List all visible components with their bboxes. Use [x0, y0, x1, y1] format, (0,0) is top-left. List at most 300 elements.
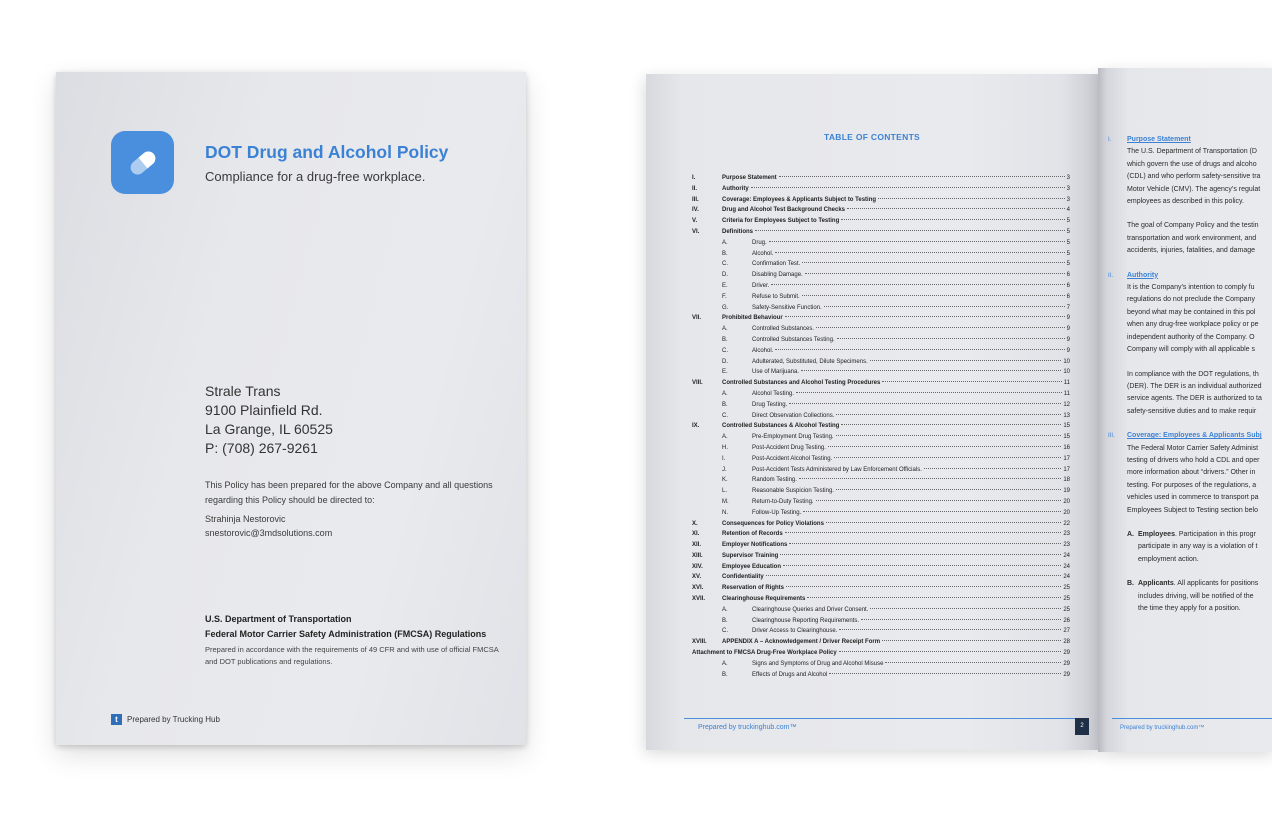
toc-page-number: 3: [1066, 175, 1070, 181]
text-line: which govern the use of drugs and alcoho: [1127, 160, 1257, 168]
applicants-continuation: [1108, 591, 1272, 616]
toc-page-number: 10: [1063, 369, 1070, 376]
toc-page-number: 15: [1063, 423, 1070, 430]
toc-page-number: 12: [1063, 401, 1070, 408]
toc-number: IV.: [692, 207, 699, 214]
toc-row: [692, 346, 1070, 357]
text-line: regulations do not preclude the Company: [1127, 296, 1256, 304]
text-line: the time they apply for a position.: [1138, 605, 1241, 612]
toc-row: [692, 637, 1070, 648]
toc-page-number: 5: [1066, 239, 1070, 246]
address-line-1: 9100 Plainfield Rd.: [205, 402, 323, 418]
toc-leader: [841, 424, 1061, 425]
toc-leader: [766, 575, 1062, 576]
toc-number: I.: [692, 175, 696, 181]
toc-entry-text: Consequences for Policy Violations: [722, 520, 824, 527]
toc-row: [692, 475, 1070, 486]
toc-entry-text: Alcohol.: [752, 347, 774, 354]
toc-list: [692, 173, 1070, 680]
toc-row: [692, 508, 1070, 519]
toc-leader: [801, 370, 1061, 371]
toc-letter: A.: [722, 239, 728, 246]
toc-row: [692, 562, 1070, 573]
toc-entry-text: APPENDIX A – Acknowledgement / Driver Receipt Form: [722, 639, 881, 646]
toc-entry-text: Drug.: [752, 239, 767, 246]
item-letter: B.: [1127, 580, 1134, 588]
toc-leader: [802, 295, 1065, 296]
toc-letter: H.: [722, 444, 728, 451]
toc-leader: [769, 241, 1065, 242]
toc-page-number: 25: [1063, 585, 1070, 592]
toc-entry-text: Post-Accident Drug Testing.: [752, 444, 826, 451]
toc-number: V.: [692, 218, 698, 225]
toc-page-number: 24: [1063, 552, 1070, 559]
toc-entry-text: Use of Marijuana.: [752, 369, 800, 376]
toc-page-number: 5: [1066, 228, 1070, 235]
toc-row: [692, 594, 1070, 605]
toc-letter: K.: [722, 477, 728, 484]
toc-leader: [829, 673, 1061, 674]
contact-name: Strahinja Nestorovic: [205, 514, 286, 524]
toc-entry-text: Controlled Substances.: [752, 326, 815, 333]
toc-page-number: 25: [1063, 606, 1070, 613]
toc-page-number: 23: [1063, 542, 1070, 549]
toc-entry-text: Disabling Damage.: [752, 272, 803, 279]
toc-page-number: 22: [1063, 520, 1070, 527]
toc-entry-text: Reservation of Rights: [722, 585, 785, 592]
toc-number: IX.: [692, 423, 700, 430]
toc-row: [692, 173, 1070, 184]
toc-leader: [775, 349, 1064, 350]
toc-row: [692, 195, 1070, 206]
toc-page-number: 19: [1063, 488, 1070, 495]
text-line: participate in any way is a violation of t: [1138, 543, 1258, 551]
list-item-employees: [1108, 529, 1272, 541]
toc-letter: F.: [722, 293, 727, 300]
toc-entry-text: Direct Observation Collections.: [752, 412, 835, 419]
toc-leader: [780, 554, 1061, 555]
toc-row: [692, 389, 1070, 400]
item-text: . All applicants for positions: [1173, 580, 1259, 588]
toc-number: XII.: [692, 542, 702, 549]
section-heading: Authority: [1127, 271, 1159, 279]
toc-leader: [755, 230, 1065, 231]
toc-page-number: 4: [1066, 207, 1070, 214]
toc-leader: [861, 619, 1061, 620]
toc-page-number: 15: [1063, 434, 1070, 441]
toc-row: [692, 497, 1070, 508]
toc-page-number: 27: [1063, 628, 1070, 635]
toc-leader: [783, 565, 1061, 566]
section-heading: Coverage: Employees & Applicants Subj: [1127, 432, 1262, 440]
toc-page-number: 13: [1063, 412, 1070, 419]
toc-number: VII.: [692, 315, 702, 322]
text-line: service agents. The DER is authorized to ta: [1127, 395, 1262, 403]
toc-leader: [836, 414, 1061, 415]
toc-letter: B.: [722, 336, 728, 343]
toc-entry-text: Driver Access to Clearinghouse.: [752, 628, 838, 635]
toc-leader: [882, 640, 1061, 641]
toc-row: [692, 486, 1070, 497]
section-number: II.: [1108, 272, 1114, 279]
toc-row: [692, 411, 1070, 422]
toc-letter: C.: [722, 347, 728, 354]
section-heading: Purpose Statement: [1127, 136, 1191, 143]
toc-leader: [786, 586, 1061, 587]
toc-entry-text: Retention of Records: [722, 531, 783, 538]
toc-page-number: 5: [1066, 250, 1070, 257]
text-line: includes driving, will be notified of the: [1138, 592, 1254, 600]
toc-number: XV.: [692, 574, 702, 581]
regulation-block: [205, 612, 515, 668]
text-line: It is the Company’s intention to comply fu: [1127, 284, 1255, 292]
toc-page-number: 10: [1063, 358, 1070, 365]
toc-row: [692, 670, 1070, 681]
toc-page-number: 6: [1066, 272, 1070, 279]
text-line: Motor Vehicle (CMV). The agency’s regulat: [1127, 185, 1261, 193]
toc-number: XI.: [692, 531, 700, 538]
cover-footer-text: Prepared by Trucking Hub: [127, 715, 220, 724]
toc-entry-text: Effects of Drugs and Alcohol: [752, 671, 828, 678]
toc-letter: I.: [722, 455, 726, 462]
toc-leader: [802, 262, 1064, 263]
toc-page-number: 6: [1066, 293, 1070, 300]
toc-entry-text: Post-Accident Alcohol Testing.: [752, 455, 833, 462]
toc-page-number: 9: [1066, 315, 1070, 322]
toc-page-number: 9: [1066, 347, 1070, 354]
text-line: employees as described in this policy.: [1127, 198, 1244, 206]
item-term: Employees: [1138, 530, 1175, 538]
toc-row: [692, 367, 1070, 378]
toc-leader: [816, 327, 1065, 328]
toc-footer-text: Prepared by truckinghub.com™: [698, 724, 797, 731]
toc-page-number: 9: [1066, 326, 1070, 333]
toc-letter: A.: [722, 606, 728, 613]
toc-letter: C.: [722, 261, 728, 268]
text-line: Employees Subject to Testing section belo: [1127, 506, 1259, 514]
toc-number: III.: [692, 196, 699, 203]
toc-page-number: 29: [1063, 671, 1070, 678]
toc-leader: [826, 522, 1061, 523]
toc-leader: [847, 208, 1065, 209]
toc-row: [692, 443, 1070, 454]
toc-entry-text: Employer Notifications: [722, 542, 788, 549]
toc-leader: [807, 597, 1061, 598]
toc-entry-text: Clearinghouse Requirements: [722, 596, 806, 603]
cover-booklet: [56, 72, 526, 745]
purpose-paragraph: [1108, 146, 1272, 208]
section-number: III.: [1108, 433, 1115, 440]
toc-page-number: 23: [1063, 531, 1070, 538]
toc-letter: A.: [722, 326, 728, 333]
cover-subtitle: Compliance for a drug-free workplace.: [205, 169, 426, 184]
toc-leader: [779, 176, 1065, 177]
toc-page-number: 11: [1063, 380, 1070, 387]
toc-entry-text: Safety-Sensitive Function.: [752, 304, 822, 311]
toc-row: [692, 551, 1070, 562]
department-heading: U.S. Department of Transportation: [205, 614, 352, 624]
purpose-goal-paragraph: [1108, 220, 1272, 257]
toc-row: [692, 249, 1070, 260]
toc-letter: G.: [722, 304, 729, 311]
text-line: more information about “drivers.” Other in: [1127, 469, 1256, 477]
toc-leader: [870, 608, 1061, 609]
pill-logo-icon: [111, 131, 174, 194]
toc-letter: D.: [722, 272, 728, 279]
toc-page-number: 9: [1066, 336, 1070, 343]
text-line: vehicles used in commerce to transport pa: [1127, 494, 1259, 502]
toc-entry-text: Drug Testing.: [752, 401, 788, 408]
toc-leader: [803, 511, 1061, 512]
toc-page-number: 7: [1066, 304, 1070, 311]
toc-number: VI.: [692, 228, 700, 235]
toc-row: [692, 357, 1070, 368]
toc-leader: [837, 338, 1065, 339]
company-name: Strale Trans: [205, 383, 281, 399]
agency-heading: Federal Motor Carrier Safety Administration (FMCSA) Regulations: [205, 629, 487, 639]
toc-letter: B.: [722, 617, 728, 624]
toc-entry-text: Follow-Up Testing.: [752, 509, 802, 516]
text-line: The Federal Motor Carrier Safety Administ: [1127, 444, 1259, 452]
contact-block: [205, 512, 332, 540]
toc-entry-text: Post-Accident Tests Administered by Law Enforcement Officials.: [752, 466, 922, 473]
toc-row: [692, 335, 1070, 346]
toc-entry-text: Purpose Statement: [722, 175, 777, 181]
toc-entry-text: Refuse to Submit.: [752, 293, 800, 300]
toc-leader: [836, 435, 1062, 436]
toc-row: [692, 626, 1070, 637]
toc-leader: [878, 198, 1065, 199]
toc-page-number: 6: [1066, 282, 1070, 289]
section-purpose: [1108, 134, 1272, 146]
compliance-note: Prepared in accordance with the requirements of 49 CFR and with use of official FMCSA and DOT publications and regulations.: [205, 645, 499, 666]
toc-page-number: 20: [1063, 509, 1070, 516]
toc-entry-text: Employee Education: [722, 563, 782, 570]
toc-row: [692, 303, 1070, 314]
toc-title: TABLE OF CONTENTS: [823, 132, 921, 142]
toc-leader: [824, 306, 1065, 307]
content-page: [1098, 68, 1272, 752]
toc-page-number: 17: [1063, 466, 1070, 473]
toc-number: XVIII.: [692, 639, 707, 646]
text-line: beyond what may be contained in this pol: [1127, 308, 1256, 316]
toc-page-number: 3: [1066, 196, 1070, 203]
toc-letter: D.: [722, 358, 728, 365]
toc-page-number: 16: [1063, 444, 1070, 451]
toc-leader: [816, 500, 1062, 501]
toc-entry-text: Controlled Substances and Alcohol Testing Procedures: [722, 380, 881, 387]
toc-letter: N.: [722, 509, 728, 516]
toc-leader: [789, 403, 1061, 404]
toc-page-number: 11: [1063, 390, 1070, 397]
toc-row: [692, 519, 1070, 530]
toc-entry-text: Clearinghouse Reporting Requirements.: [752, 617, 860, 624]
toc-row: [692, 216, 1070, 227]
toc-letter: B.: [722, 671, 728, 678]
toc-leader: [839, 629, 1061, 630]
prepared-note: This Policy has been prepared for the above Company and all questions regarding this Policy should be directed to:: [205, 480, 493, 505]
toc-leader: [839, 651, 1062, 652]
toc-entry-text: Driver.: [752, 282, 770, 289]
toc-letter: B.: [722, 401, 728, 408]
toc-leader: [796, 392, 1062, 393]
text-line: (DER). The DER is an individual authorized: [1127, 382, 1262, 390]
toc-letter: C.: [722, 628, 728, 635]
toc-row: [692, 529, 1070, 540]
toc-footer-rule: [684, 718, 1088, 719]
toc-entry-text: Pre-Employment Drug Testing.: [752, 434, 834, 441]
content-footer-rule: [1112, 718, 1272, 719]
toc-row: [692, 421, 1070, 432]
toc-leader: [751, 187, 1065, 188]
toc-row: [692, 540, 1070, 551]
toc-entry-text: Coverage: Employees & Applicants Subject to Testing: [722, 196, 877, 203]
toc-entry-text: Confidentiality: [722, 574, 764, 581]
toc-row: [692, 259, 1070, 270]
toc-number: XIV.: [692, 563, 703, 570]
toc-number: XIII.: [692, 552, 703, 559]
section-coverage: [1108, 430, 1272, 442]
text-line: testing. For purposes of the regulations, a: [1127, 481, 1257, 489]
toc-entry-text: Random Testing.: [752, 477, 797, 484]
toc-entry-text: Return-to-Duty Testing.: [752, 498, 814, 505]
toc-page-number: 24: [1063, 574, 1070, 581]
toc-entry-text: Supervisor Training: [722, 552, 779, 559]
toc-page: [646, 74, 1098, 750]
toc-row: [692, 324, 1070, 335]
toc-leader: [836, 489, 1061, 490]
toc-row: [692, 659, 1070, 670]
toc-entry-text: Drug and Alcohol Test Background Checks: [722, 207, 846, 214]
toc-page-number: 18: [1063, 477, 1070, 484]
text-line: safety-sensitive duties and to make requir: [1127, 407, 1257, 415]
item-term: Applicants: [1138, 580, 1174, 588]
toc-letter: L.: [722, 488, 728, 495]
toc-row: [692, 281, 1070, 292]
toc-entry-text: Criteria for Employees Subject to Testing: [722, 218, 840, 225]
toc-entry-text: Definitions: [722, 228, 753, 235]
toc-entry-text: Clearinghouse Queries and Driver Consent.: [752, 606, 869, 613]
toc-row: [692, 432, 1070, 443]
toc-entry-text: Alcohol Testing.: [752, 390, 794, 397]
toc-entry-text: Authority: [722, 185, 749, 192]
toc-page-number: 17: [1063, 455, 1070, 462]
toc-page-number: 20: [1063, 498, 1070, 505]
toc-leader: [882, 381, 1061, 382]
toc-leader: [775, 252, 1064, 253]
toc-row: [692, 292, 1070, 303]
text-line: employment action.: [1138, 555, 1199, 563]
toc-letter: E.: [722, 282, 728, 289]
toc-row: [692, 238, 1070, 249]
toc-row: [692, 378, 1070, 389]
toc-page-number: 3: [1066, 185, 1070, 192]
toc-number: II.: [692, 185, 698, 192]
toc-page-number: 28: [1063, 639, 1070, 646]
company-phone: P: (708) 267-9261: [205, 440, 318, 456]
toc-row: [692, 616, 1070, 627]
content-footer-text: Prepared by truckinghub.com™: [1120, 725, 1205, 731]
toc-row: [692, 313, 1070, 324]
toc-number: X.: [692, 520, 698, 527]
toc-number: VIII.: [692, 380, 703, 387]
toc-leader: [799, 478, 1061, 479]
text-line: accidents, injuries, fatalities, and damage: [1127, 247, 1256, 255]
toc-row: [692, 648, 1070, 659]
toc-row: [692, 572, 1070, 583]
toc-leader: [805, 273, 1065, 274]
item-letter: A.: [1127, 530, 1134, 538]
toc-entry-text: Confirmation Test.: [752, 261, 801, 268]
der-paragraph: [1108, 369, 1272, 419]
toc-entry-text: Controlled Substances Testing.: [752, 336, 835, 343]
section-number: I.: [1108, 137, 1112, 143]
toc-entry-text: Reasonable Suspicion Testing.: [752, 488, 834, 495]
text-line: The goal of Company Policy and the testin: [1127, 222, 1259, 230]
text-line: independent authority of the Company. O: [1127, 333, 1255, 341]
toc-row: [692, 454, 1070, 465]
toc-entry-text: Alcohol.: [752, 250, 774, 257]
toc-row: [692, 184, 1070, 195]
toc-number: XVII.: [692, 596, 706, 603]
text-line: The U.S. Department of Transportation (D: [1127, 148, 1257, 156]
toc-leader: [834, 457, 1061, 458]
employees-continuation: [1108, 541, 1272, 566]
list-item-applicants: [1108, 578, 1272, 590]
toc-letter: J.: [722, 466, 727, 473]
toc-entry-text: Prohibited Behaviour: [722, 315, 783, 322]
toc-page-number: 5: [1066, 218, 1070, 225]
toc-page-number: 24: [1063, 563, 1070, 570]
toc-leader: [789, 543, 1061, 544]
toc-letter: E.: [722, 369, 728, 376]
toc-letter: A.: [722, 434, 728, 441]
toc-leader: [785, 316, 1065, 317]
toc-leader: [828, 446, 1061, 447]
toc-leader: [841, 219, 1064, 220]
toc-page-number: 29: [1063, 650, 1070, 657]
content-text: [1108, 134, 1272, 615]
text-line: Company will comply with all applicable s: [1127, 346, 1255, 354]
toc-leader: [924, 468, 1061, 469]
toc-entry-text: Adulterated, Substituted, Dilute Specimens.: [752, 358, 868, 365]
coverage-paragraph: [1108, 443, 1272, 517]
toc-entry-text: Signs and Symptoms of Drug and Alcohol Misuse: [752, 660, 884, 667]
toc-row: [692, 583, 1070, 594]
toc-page-number: 29: [1063, 660, 1070, 667]
section-authority: [1108, 270, 1272, 282]
trucking-hub-logo-icon: t: [111, 714, 122, 725]
toc-page-number: 25: [1063, 596, 1070, 603]
cover-footer: [111, 714, 220, 725]
text-line: transportation and work environment, and: [1127, 234, 1257, 242]
toc-row: [692, 400, 1070, 411]
toc-row: [692, 205, 1070, 216]
toc-letter: C.: [722, 412, 728, 419]
text-line: (CDL) and who perform safety-sensitive tra: [1127, 173, 1261, 181]
toc-letter: M.: [722, 498, 729, 505]
toc-page-number: 26: [1063, 617, 1070, 624]
toc-leader: [870, 360, 1062, 361]
toc-leader: [885, 662, 1061, 663]
toc-leader: [785, 532, 1062, 533]
toc-entry-text: Attachment to FMCSA Drug-Free Workplace Policy: [692, 650, 837, 657]
toc-row: [692, 270, 1070, 281]
authority-paragraph: [1108, 282, 1272, 356]
toc-letter: B.: [722, 250, 728, 257]
toc-letter: A.: [722, 660, 728, 667]
toc-row: [692, 227, 1070, 238]
